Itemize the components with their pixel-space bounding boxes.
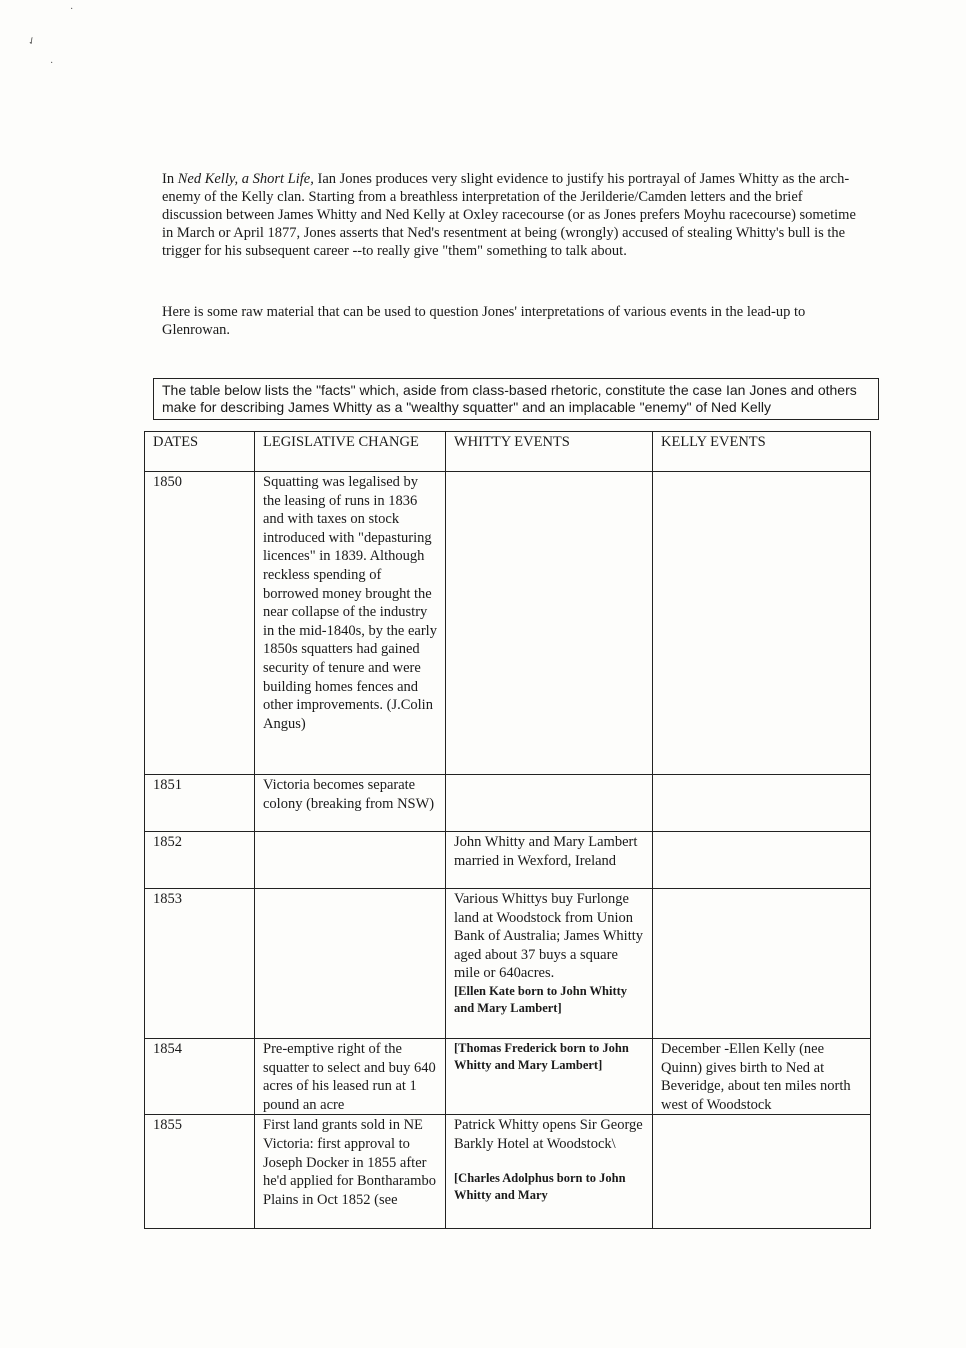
whitty-birth-note: [Ellen Kate born to John Whitty and Mary Lambert] xyxy=(454,983,628,1015)
date-cell: 1852 xyxy=(145,832,255,889)
scan-mark: · xyxy=(70,4,74,15)
intro-text-rest: Ian Jones produces very slight evidence to justify his portrayal of James Whitty as the arch-enemy of the Kelly clan. Starting from a breathless interpretation of the Jerilderie/Camden letters and the brief discussion between James Whitty and Ned Kelly at Oxley racecourse (or as Jones prefers Moyhu racecourse) sometime in March or April 1877, Jones asserts that Ned's resentment at being (wrongly) accused of stealing Whitty's bull is the trigger for his subsequent career --to really give "them" something to talk about. xyxy=(162,171,856,259)
table-row xyxy=(145,889,871,1039)
table-caption-box: The table below lists the "facts" which, aside from class-based rhetoric, constitute the case Ian Jones and others make for describing James Whitty as a "wealthy squatter" and an implacable "enemy" of Ned Kelly xyxy=(153,378,879,420)
kelly-cell xyxy=(653,775,871,832)
legislative-cell: Victoria becomes separate colony (breaking from NSW) xyxy=(255,775,446,832)
timeline-table xyxy=(144,431,871,1229)
kelly-cell xyxy=(653,1115,871,1229)
table-row xyxy=(145,832,871,889)
whitty-cell xyxy=(446,1115,653,1229)
whitty-birth-note: [Thomas Frederick born to John Whitty and Mary Lambert] xyxy=(454,1041,629,1072)
intro-text-start: In xyxy=(162,171,178,187)
header-legislative-change: LEGISLATIVE CHANGE xyxy=(255,432,446,472)
date-cell: 1851 xyxy=(145,775,255,832)
table-header-row xyxy=(145,432,871,472)
kelly-cell: December -Ellen Kelly (nee Quinn) gives birth to Ned at Beveridge, about ten miles north west of Woodstock xyxy=(653,1039,871,1115)
header-whitty-events: WHITTY EVENTS xyxy=(446,432,653,472)
kelly-cell xyxy=(653,889,871,1039)
table-row xyxy=(145,1039,871,1115)
intro-paragraph xyxy=(162,170,862,260)
second-paragraph: Here is some raw material that can be used to question Jones' interpretations of various events in the lead-up to Glenrowan. xyxy=(162,304,806,338)
date-cell: 1855 xyxy=(145,1115,255,1229)
date-cell: 1853 xyxy=(145,889,255,1039)
legislative-cell xyxy=(255,889,446,1039)
legislative-cell: Squatting was legalised by the leasing of runs in 1836 and with taxes on stock introduced with "depasturing licences" in 1839. Although reckless spending of borrowed money brought the near collapse of the industry in the mid-1840s, by the early 1850s squatters had gained security of tenure and were building homes fences and other improvements. (J.Colin Angus) xyxy=(255,472,446,775)
table-row xyxy=(145,472,871,775)
kelly-cell xyxy=(653,472,871,775)
kelly-cell xyxy=(653,832,871,889)
scan-mark: · xyxy=(50,58,54,69)
date-cell: 1850 xyxy=(145,472,255,775)
whitty-cell xyxy=(446,889,653,1039)
header-dates: DATES xyxy=(145,432,255,472)
whitty-cell xyxy=(446,1039,653,1115)
scan-mark: ✓ xyxy=(25,34,39,49)
whitty-cell xyxy=(446,832,653,889)
table-row xyxy=(145,775,871,832)
whitty-cell xyxy=(446,472,653,775)
legislative-cell: First land grants sold in NE Victoria: first approval to Joseph Docker in 1855 after he'd applied for Bontharambo Plains in Oct 1852 (see xyxy=(255,1115,446,1229)
whitty-cell xyxy=(446,775,653,832)
whitty-text: Patrick Whitty opens Sir George Barkly Hotel at Woodstock\ xyxy=(454,1117,643,1152)
book-title: Ned Kelly, a Short Life, xyxy=(177,171,314,187)
legislative-cell: Pre-emptive right of the squatter to select and buy 640 acres of his leased run at 1 pound an acre xyxy=(255,1039,446,1115)
whitty-text: John Whitty and Mary Lambert married in Wexford, Ireland xyxy=(454,834,638,869)
header-kelly-events: KELLY EVENTS xyxy=(653,432,871,472)
legislative-cell xyxy=(255,832,446,889)
date-cell: 1854 xyxy=(145,1039,255,1115)
whitty-text: Various Whittys buy Furlonge land at Woodstock from Union Bank of Australia; James Whitty aged about 37 buys a square mile or 640acres. xyxy=(454,891,644,982)
whitty-birth-note: [Charles Adolphus born to John Whitty and Mary xyxy=(454,1170,626,1202)
cell-spacer xyxy=(454,1154,646,1170)
table-row xyxy=(145,1115,871,1229)
